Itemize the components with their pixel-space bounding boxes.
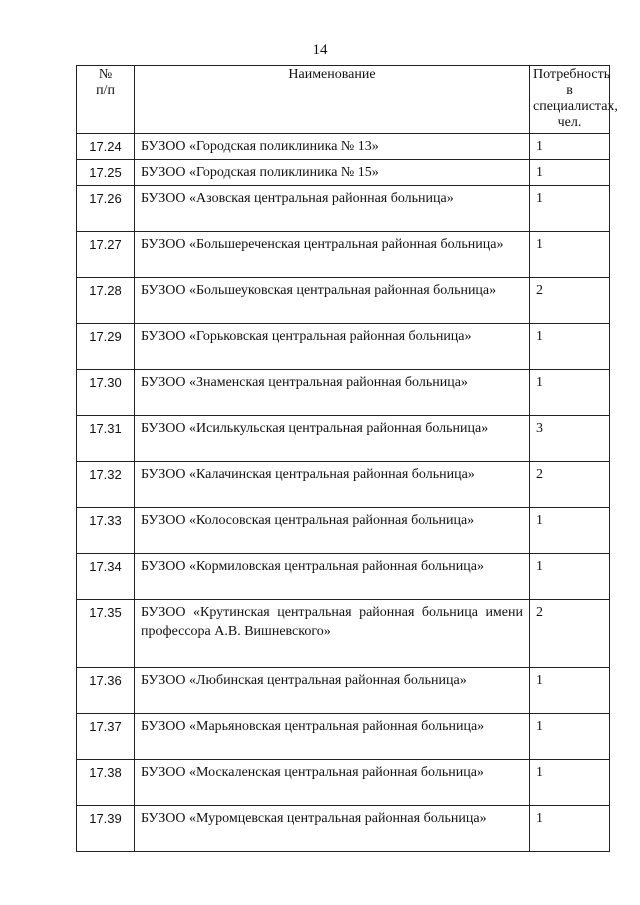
table-row xyxy=(77,668,610,714)
row-number: 17.28 xyxy=(77,278,135,324)
row-need: 2 xyxy=(530,278,610,324)
row-name: БУЗОО «Исилькульская центральная районная больница» xyxy=(135,416,530,462)
table-row xyxy=(77,232,610,278)
header-name: Наименование xyxy=(135,66,530,134)
row-need: 1 xyxy=(530,760,610,806)
page-number: 14 xyxy=(312,42,328,58)
row-need: 2 xyxy=(530,462,610,508)
row-name: БУЗОО «Крутинская центральная районная больница имени профессора А.В. Вишневского» xyxy=(135,600,530,668)
table-row xyxy=(77,714,610,760)
table-row xyxy=(77,160,610,186)
table-row xyxy=(77,554,610,600)
row-number: 17.38 xyxy=(77,760,135,806)
row-name: БУЗОО «Знаменская центральная районная больница» xyxy=(135,370,530,416)
table-row xyxy=(77,324,610,370)
row-number: 17.35 xyxy=(77,600,135,668)
table-row xyxy=(77,186,610,232)
table-row xyxy=(77,416,610,462)
row-number: 17.36 xyxy=(77,668,135,714)
row-need: 1 xyxy=(530,370,610,416)
row-name: БУЗОО «Большеуковская центральная районная больница» xyxy=(135,278,530,324)
table-row xyxy=(77,508,610,554)
row-number: 17.25 xyxy=(77,160,135,186)
table-row xyxy=(77,806,610,852)
row-number: 17.39 xyxy=(77,806,135,852)
table-body xyxy=(77,134,610,852)
row-name: БУЗОО «Большереченская центральная районная больница» xyxy=(135,232,530,278)
table-row xyxy=(77,278,610,324)
specialists-table xyxy=(76,65,618,852)
row-number: 17.30 xyxy=(77,370,135,416)
row-number: 17.31 xyxy=(77,416,135,462)
table-row xyxy=(77,134,610,160)
row-name: БУЗОО «Марьяновская центральная районная больница» xyxy=(135,714,530,760)
table-row xyxy=(77,370,610,416)
row-number: 17.24 xyxy=(77,134,135,160)
row-name: БУЗОО «Городская поликлиника № 13» xyxy=(135,134,530,160)
row-number: 17.27 xyxy=(77,232,135,278)
row-need: 1 xyxy=(530,554,610,600)
row-need: 1 xyxy=(530,806,610,852)
table-row xyxy=(77,462,610,508)
row-number: 17.32 xyxy=(77,462,135,508)
row-need: 1 xyxy=(530,714,610,760)
table-row xyxy=(77,760,610,806)
row-name: БУЗОО «Кормиловская центральная районная больница» xyxy=(135,554,530,600)
row-name: БУЗОО «Колосовская центральная районная больница» xyxy=(135,508,530,554)
row-need: 2 xyxy=(530,600,610,668)
row-need: 1 xyxy=(530,324,610,370)
table-row xyxy=(77,600,610,668)
header-number-line2: п/п xyxy=(96,83,115,98)
row-name: БУЗОО «Азовская центральная районная больница» xyxy=(135,186,530,232)
row-number: 17.29 xyxy=(77,324,135,370)
row-name: БУЗОО «Москаленская центральная районная больница» xyxy=(135,760,530,806)
header-need xyxy=(530,66,618,134)
row-need: 3 xyxy=(530,416,610,462)
row-need: 1 xyxy=(530,160,610,186)
row-name: БУЗОО «Городская поликлиника № 15» xyxy=(135,160,530,186)
header-need-line1: Потребность в xyxy=(533,67,611,98)
header-number xyxy=(77,66,135,134)
header-number-line1: № xyxy=(98,67,113,82)
header-need-line2: специалистах, чел. xyxy=(533,99,618,130)
row-name: БУЗОО «Калачинская центральная районная больница» xyxy=(135,462,530,508)
row-name: БУЗОО «Муромцевская центральная районная больница» xyxy=(135,806,530,852)
table-header-row xyxy=(77,66,610,134)
row-name: БУЗОО «Горьковская центральная районная больница» xyxy=(135,324,530,370)
row-need: 1 xyxy=(530,668,610,714)
row-number: 17.37 xyxy=(77,714,135,760)
row-number: 17.33 xyxy=(77,508,135,554)
row-number: 17.26 xyxy=(77,186,135,232)
row-need: 1 xyxy=(530,186,610,232)
row-name: БУЗОО «Любинская центральная районная больница» xyxy=(135,668,530,714)
row-number: 17.34 xyxy=(77,554,135,600)
row-need: 1 xyxy=(530,134,610,160)
row-need: 1 xyxy=(530,508,610,554)
row-need: 1 xyxy=(530,232,610,278)
